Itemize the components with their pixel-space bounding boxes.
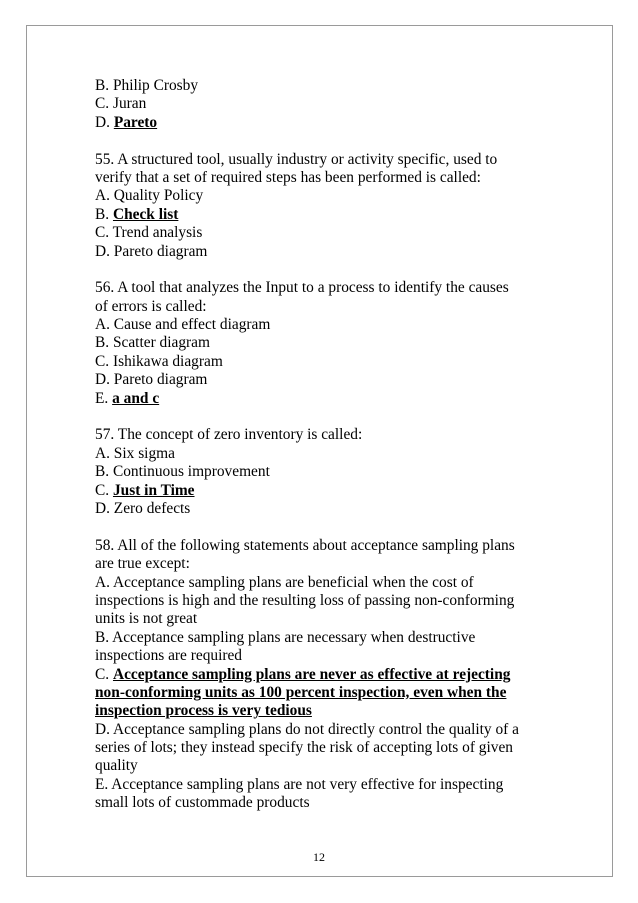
option-a: A. Quality Policy: [95, 187, 204, 205]
question-text: 58. All of the following statements about acceptance sampling plans: [95, 536, 515, 554]
question-56: [95, 279, 555, 408]
question-text: of errors is called:: [95, 297, 207, 315]
document-body: [95, 77, 555, 813]
option-a: A. Acceptance sampling plans are beneficial when the cost of: [95, 573, 474, 591]
option-a-continued: inspections is high and the resulting loss of passing non-conforming: [95, 591, 515, 609]
option-c: [95, 482, 555, 500]
page-number: 12: [313, 850, 325, 864]
spacer: [95, 518, 555, 536]
option-b: B. Philip Crosby: [95, 77, 199, 94]
option-letter: C.: [95, 481, 113, 499]
correct-answer: Check list: [112, 205, 179, 223]
option-e-continued: small lots of custommade products: [95, 794, 310, 812]
correct-answer: Acceptance sampling plans are never as effective at rejecting: [112, 665, 511, 683]
correct-answer: a and c: [112, 389, 160, 407]
question-text: 56. A tool that analyzes the Input to a process to identify the causes: [95, 279, 509, 297]
option-d: D. Pareto diagram: [95, 371, 208, 389]
option-d-continued: series of lots; they instead specify the risk of accepting lots of given: [95, 739, 514, 757]
option-b: B. Continuous improvement: [95, 463, 270, 481]
spacer: [95, 261, 555, 279]
question-54: [95, 77, 555, 132]
option-b: [95, 206, 555, 224]
question-text: are true except:: [95, 555, 190, 573]
option-letter: D.: [95, 113, 114, 131]
option-letter: C.: [95, 665, 113, 683]
option-a-continued: units is not great: [95, 610, 198, 628]
option-e: [95, 390, 555, 408]
question-text: 55. A structured tool, usually industry or activity specific, used to: [95, 150, 498, 168]
option-c: C. Ishikawa diagram: [95, 352, 223, 370]
option-b-continued: inspections are required: [95, 647, 243, 665]
correct-answer: non-conforming units as 100 percent inspection, even when the: [95, 683, 507, 701]
option-d: [95, 114, 555, 132]
option-b: B. Acceptance sampling plans are necessary when destructive: [95, 628, 476, 646]
option-d-continued: quality: [95, 757, 138, 775]
option-c-continued: [95, 684, 555, 702]
spacer: [95, 408, 555, 426]
option-a: A. Six sigma: [95, 444, 175, 462]
option-c: [95, 666, 555, 684]
option-d: D. Acceptance sampling plans do not directly control the quality of a: [95, 720, 519, 738]
option-b: B. Scatter diagram: [95, 334, 210, 352]
spacer: [95, 132, 555, 150]
question-text: 57. The concept of zero inventory is called:: [95, 426, 363, 444]
option-c: C. Trend analysis: [95, 224, 203, 242]
option-d: D. Zero defects: [95, 499, 191, 517]
question-58: [95, 537, 555, 813]
option-a: A. Cause and effect diagram: [95, 316, 271, 334]
option-c: C. Juran: [95, 95, 147, 113]
option-c-continued: [95, 702, 555, 720]
option-letter: B.: [95, 205, 113, 223]
option-letter: E.: [95, 389, 113, 407]
option-e: E. Acceptance sampling plans are not very effective for inspecting: [95, 775, 504, 793]
question-57: [95, 426, 555, 518]
correct-answer: Pareto: [113, 113, 158, 131]
question-55: [95, 151, 555, 261]
question-text: verify that a set of required steps has been performed is called:: [95, 168, 481, 186]
option-d: D. Pareto diagram: [95, 242, 208, 260]
correct-answer: inspection process is very tedious: [95, 702, 312, 720]
correct-answer: Just in Time: [112, 481, 195, 499]
